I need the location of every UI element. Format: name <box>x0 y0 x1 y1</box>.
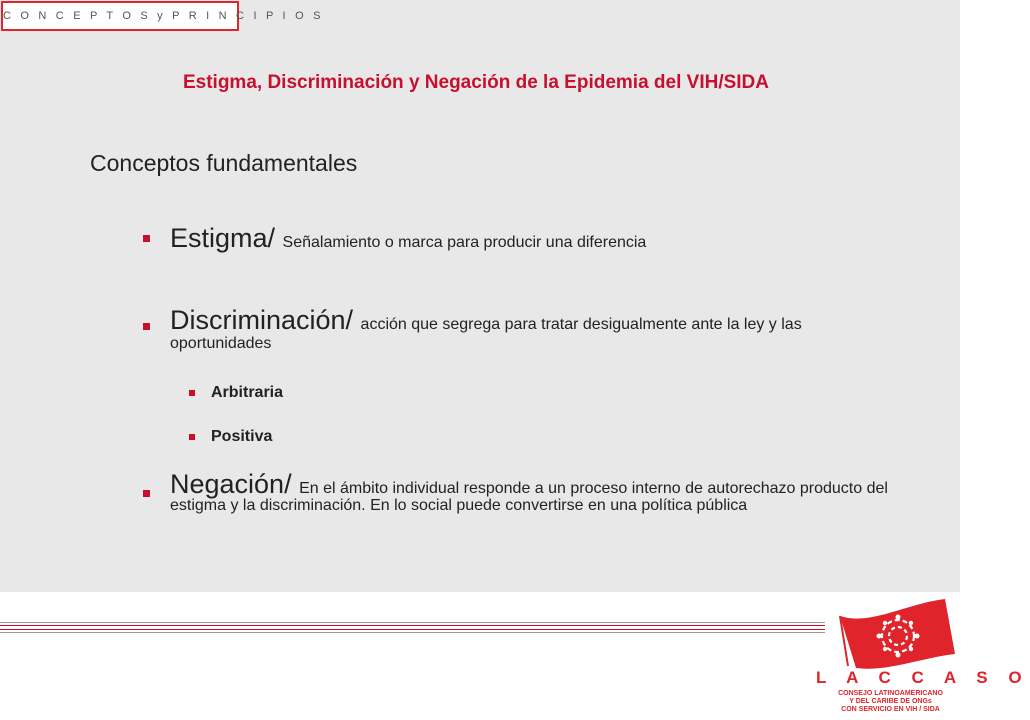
footer-rule <box>0 632 825 633</box>
list-item-negacion <box>170 469 890 514</box>
footer-rule <box>0 625 825 626</box>
subtitle: Conceptos fundamentales <box>90 150 358 176</box>
section-tag: C O N C E P T O S y P R I N C I P I O S <box>1 1 239 31</box>
list-item-discriminacion <box>170 305 890 353</box>
sub-bullet-icon <box>189 434 195 440</box>
item-description: Señalamiento o marca para producir una diferencia <box>282 234 647 251</box>
slide-title: Estigma, Discriminación y Negación de la Epidemia del VIH/SIDA <box>182 72 769 93</box>
bullet-icon <box>143 235 150 242</box>
logo-caption-line: CON SERVICIO EN VIH / SIDA <box>841 706 940 713</box>
footer-rule <box>0 622 825 623</box>
item-description: En el ámbito individual responde a un proceso interno de autorechazo producto del estigma y la discriminación. En lo social puede convertirse en una política pública <box>170 480 888 514</box>
list-item-estigma <box>170 223 646 254</box>
sub-item-arbitraria: Arbitraria <box>211 384 284 401</box>
sub-bullet-icon <box>189 390 195 396</box>
logo-name: L A C C A S O <box>816 668 1030 687</box>
logo-caption-line: Y DEL CARIBE DE ONGs <box>849 698 932 705</box>
bullet-icon <box>143 323 150 330</box>
item-term: Discriminación/ <box>170 305 361 335</box>
sub-item-positiva: Positiva <box>211 428 273 445</box>
bullet-icon <box>143 490 150 497</box>
footer-rule <box>0 629 825 630</box>
item-term: Negación/ <box>170 469 300 499</box>
logo-caption-line: CONSEJO LATINOAMERICANO <box>838 690 943 697</box>
item-description: acción que segrega para tratar desigualmente ante la ley y las oportunidades <box>170 316 802 352</box>
item-term: Estigma/ <box>170 223 283 253</box>
